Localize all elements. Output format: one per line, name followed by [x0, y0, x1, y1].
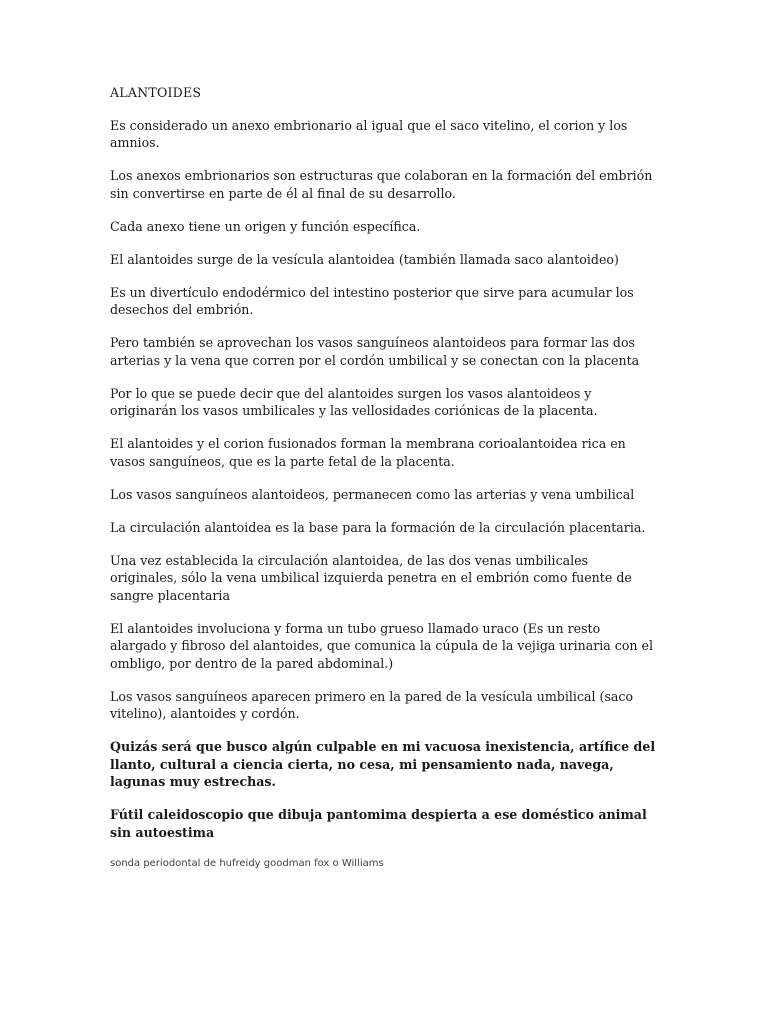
- paragraph: Una vez establecida la circulación alantoidea, de las dos venas umbilicales originales, sólo la vena umbilical izquierda penetra en el embrión como fuente de sangre placentaria: [110, 552, 632, 603]
- paragraph: Los vasos sanguíneos alantoideos, permanecen como las arterias y vena umbilical: [110, 486, 635, 502]
- paragraph: Los vasos sanguíneos aparecen primero en la pared de la vesícula umbilical (saco vitelino), alantoides y cordón.: [110, 688, 634, 721]
- paragraph: Pero también se aprovechan los vasos sanguíneos alantoideos para formar las dos arterias y la vena que corren por el cordón umbilical y se conectan con la placenta: [110, 335, 640, 368]
- paragraph: Es considerado un anexo embrionario al igual que el saco vitelino, el corion y los amnios.: [110, 117, 628, 150]
- document-page: [110, 84, 658, 871]
- paragraph: Cada anexo tiene un origen y función específica.: [110, 218, 421, 234]
- paragraph: El alantoides surge de la vesícula alantoidea (también llamada saco alantoideo): [110, 251, 619, 267]
- paragraph: Los anexos embrionarios son estructuras que colaboran en la formación del embrión sin convertirse en parte de él al final de su desarrollo.: [110, 168, 653, 201]
- paragraph: El alantoides y el corion fusionados forman la membrana corioalantoidea rica en vasos sanguíneos, que es la parte fetal de la placenta.: [110, 436, 626, 469]
- document-title: ALANTOIDES: [110, 85, 202, 100]
- paragraph: Es un divertículo endodérmico del intestino posterior que sirve para acumular los desechos del embrión.: [110, 284, 634, 317]
- paragraph: El alantoides involuciona y forma un tubo grueso llamado uraco (Es un resto alargado y fibroso del alantoides, que comunica la cúpula de la vejiga urinaria con el ombligo, por dentro de la pared abdominal.): [110, 620, 654, 671]
- paragraph: Por lo que se puede decir que del alantoides surgen los vasos alantoideos y originarán los vasos umbilicales y las vellosidades coriónicas de la placenta.: [110, 385, 598, 418]
- paragraph: La circulación alantoidea es la base para la formación de la circulación placentaria.: [110, 519, 646, 535]
- footer-note: sonda periodontal de hufreidy goodman fox o Williams: [110, 857, 384, 869]
- bold-paragraph: Fútil caleidoscopio que dibuja pantomima despierta a ese doméstico animal sin autoestima: [110, 807, 647, 840]
- bold-paragraph: Quizás será que busco algún culpable en mi vacuosa inexistencia, artífice del llanto, cultural a ciencia cierta, no cesa, mi pensamiento nada, navega, lagunas muy estrechas.: [110, 739, 656, 789]
